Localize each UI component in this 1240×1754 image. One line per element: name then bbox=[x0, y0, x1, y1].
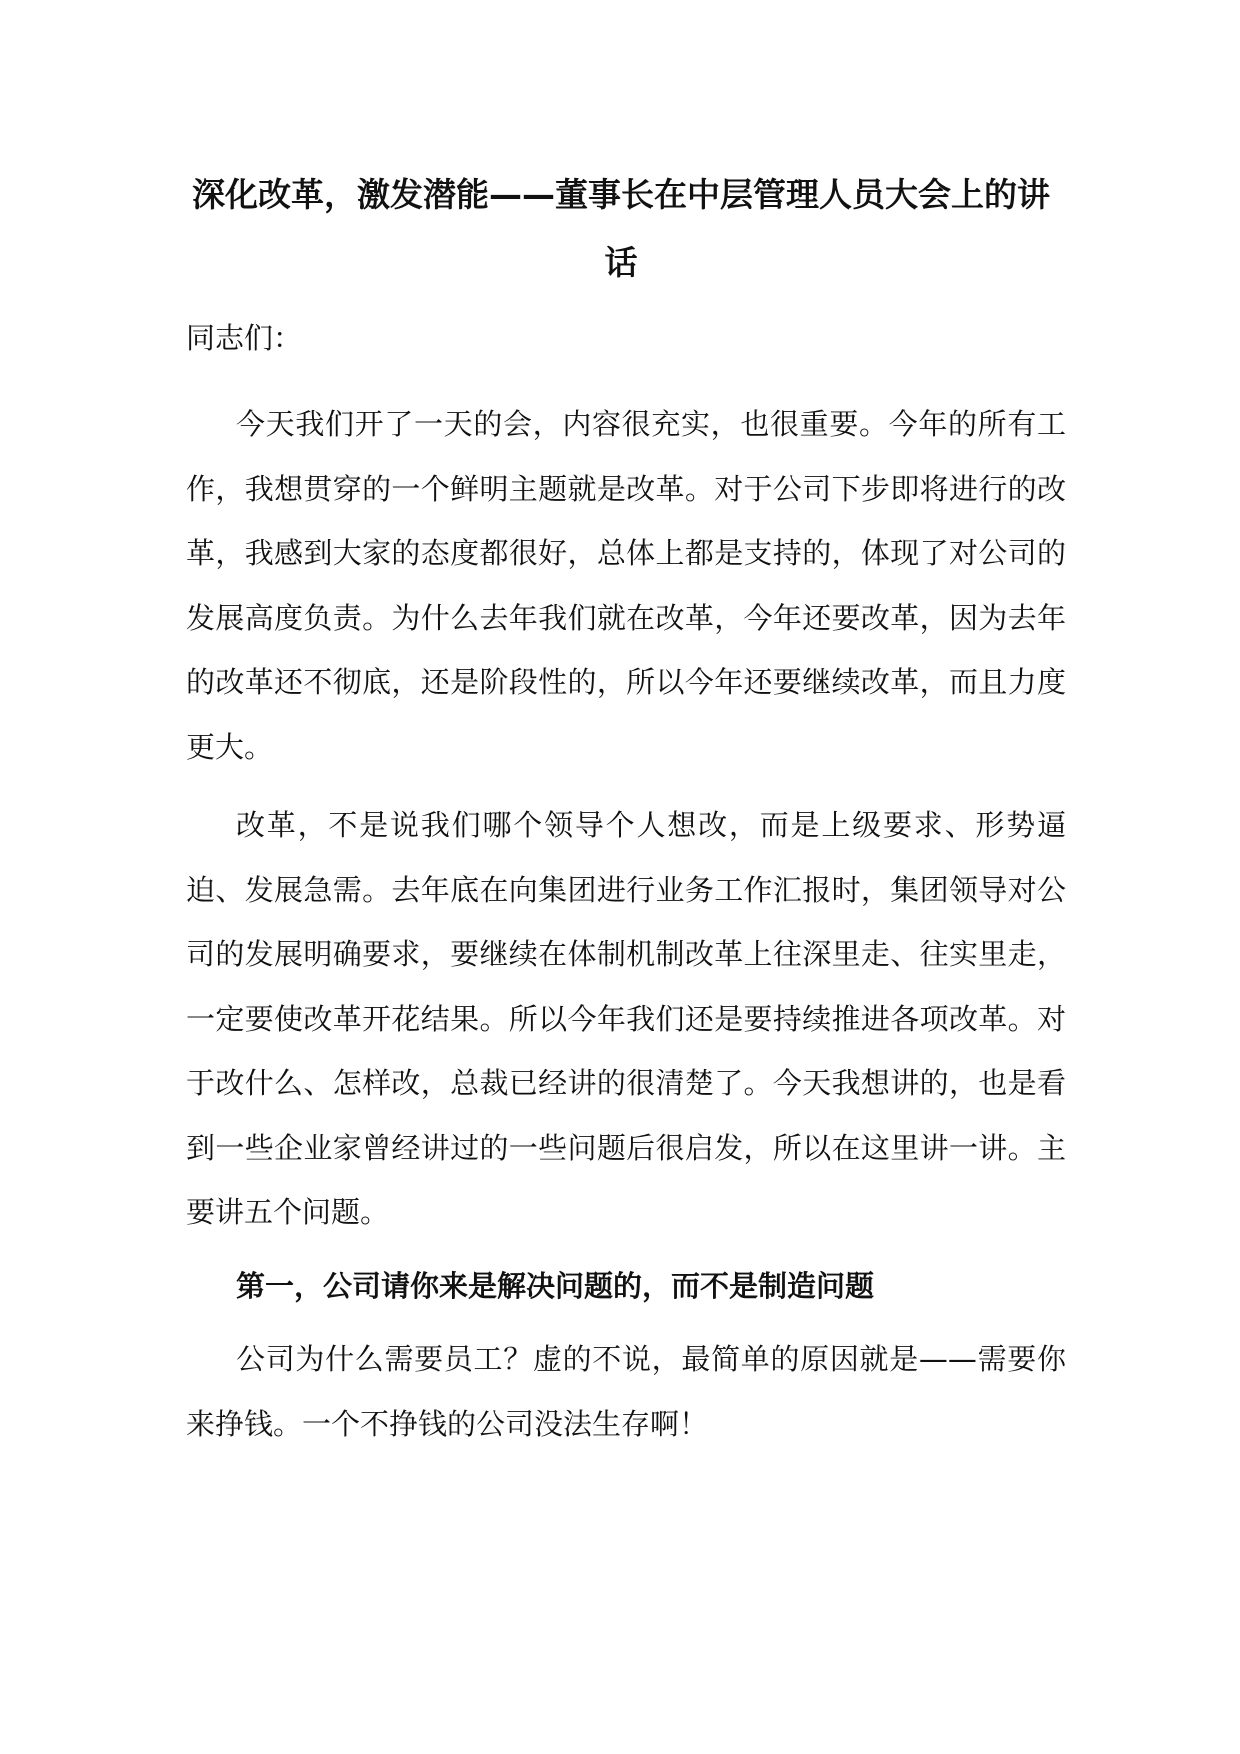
section-heading: 第一，公司请你来是解决问题的，而不是制造问题 bbox=[236, 1269, 875, 1303]
document-title: 深化改革，激发潜能——董事长在中层管理人员大会上的讲话 bbox=[192, 175, 1050, 282]
body-paragraph-2: 改革，不是说我们哪个领导个人想改，而是上级要求、形势逼迫、发展急需。去年底在向集团进行业务工作汇报时，集团领导对公司的发展明确要求，要继续在体制机制改革上往深里走、往实里走，一定要使改革开花结果。所以今年我们还是要持续推进各项改革。对于改什么、怎样改，总裁已经讲的很清楚了。今天我想讲的，也是看到一些企业家曾经讲过的一些问题后很启发，所以在这里讲一讲。主要讲五个问题。 bbox=[186, 808, 1066, 1229]
body-paragraph-1: 今天我们开了一天的会，内容很充实，也很重要。今年的所有工作，我想贯穿的一个鲜明主题就是改革。对于公司下步即将进行的改革，我感到大家的态度都很好，总体上都是支持的，体现了对公司的发展高度负责。为什么去年我们就在改革，今年还要改革，因为去年的改革还不彻底，还是阶段性的，所以今年还要继续改革，而且力度更大。 bbox=[186, 407, 1066, 764]
section-paragraph: 公司为什么需要员工？虚的不说，最简单的原因就是——需要你来挣钱。一个不挣钱的公司没法生存啊！ bbox=[186, 1342, 1066, 1441]
salutation: 同志们： bbox=[186, 321, 303, 355]
